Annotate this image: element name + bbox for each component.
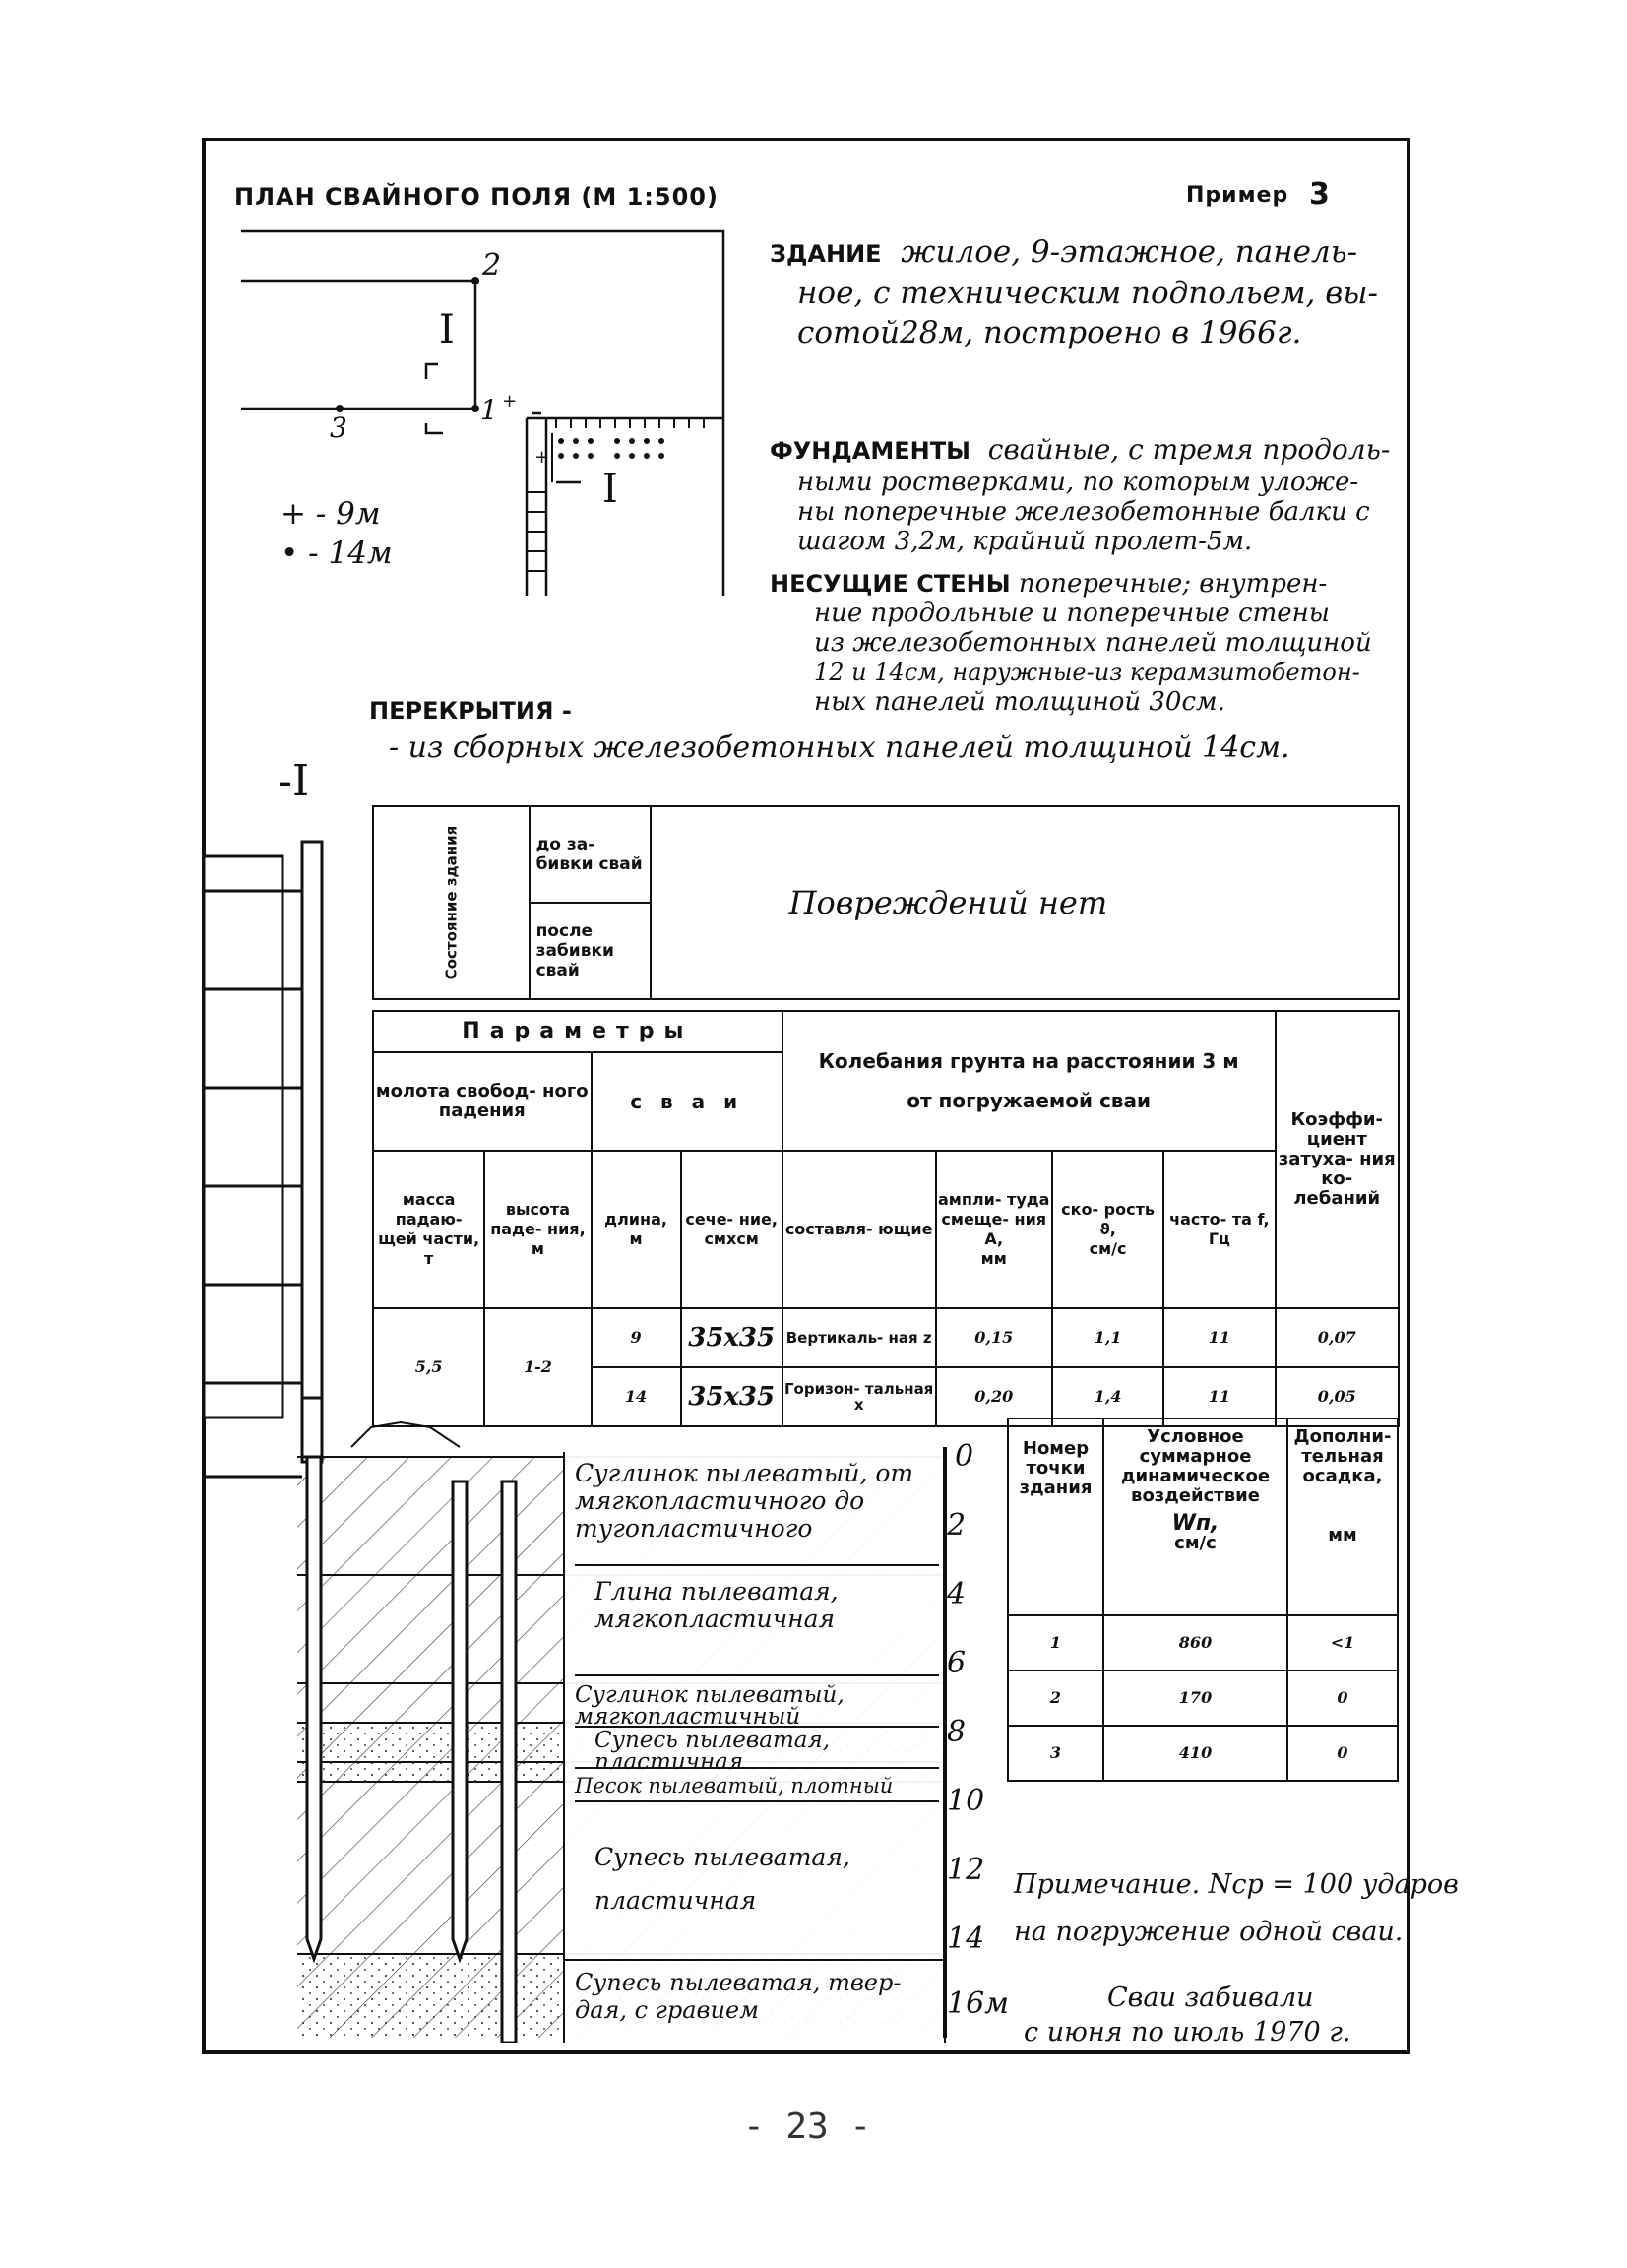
cell-mass: 5,5 xyxy=(373,1308,484,1426)
building-line-3: сотой28м, построено в 1966г. xyxy=(797,315,1302,350)
foundations-label: ФУНДАМЕНТЫ xyxy=(770,437,970,465)
note-line-1: Примечание. Nср = 100 ударов xyxy=(1014,1869,1459,1900)
foundations-line-4: шагом 3,2м, крайний пролет-5м. xyxy=(797,527,1253,556)
impact-point: 1 xyxy=(1008,1615,1103,1670)
page-number: - 23 - xyxy=(743,2107,872,2147)
condition-before-label: до за- бивки свай xyxy=(530,806,651,903)
params-table xyxy=(372,1010,1400,1427)
walls-line-5: ных панелей толщиной 30см. xyxy=(814,687,1225,717)
impact-col1-header: Номер точки здания xyxy=(1008,1418,1103,1615)
foundations-line-1: свайные, с тремя продоль- xyxy=(987,433,1391,466)
cell-length: 9 xyxy=(592,1308,681,1367)
col-length-name: длина, xyxy=(604,1210,667,1228)
impact-value: 170 xyxy=(1103,1670,1287,1726)
cell-amplitude: 0,20 xyxy=(936,1367,1052,1426)
condition-table xyxy=(372,805,1400,1000)
impact-col3-unit: мм xyxy=(1328,1525,1357,1545)
impact-value: 410 xyxy=(1103,1726,1287,1781)
plan-section-mark-right: I xyxy=(602,467,618,512)
col-velocity-unit: см/с xyxy=(1089,1239,1127,1258)
soil-layer: Глина пылеватая, мягкопластичная xyxy=(575,1578,939,1676)
impact-settlement: 0 xyxy=(1287,1726,1398,1781)
section-label: -I xyxy=(278,756,310,806)
foundations-line-2: ными ростверками, по которым уложе- xyxy=(797,468,1359,497)
walls-line-1: поперечные; внутрен- xyxy=(1018,569,1328,598)
soil-layer: Супесь пылеватая, пластичная xyxy=(594,1843,850,1915)
condition-value: Повреждений нет xyxy=(651,806,1399,999)
col-frequency-unit: Гц xyxy=(1208,1229,1230,1248)
impact-row xyxy=(1008,1615,1398,1670)
depth-mark: 14 xyxy=(947,1922,985,1956)
impact-settlement: 0 xyxy=(1287,1670,1398,1726)
impact-row xyxy=(1008,1670,1398,1726)
cell-amplitude: 0,15 xyxy=(936,1308,1052,1367)
col-mass-name: масса падаю- щей части, xyxy=(378,1190,480,1248)
walls-label: НЕСУЩИЕ СТЕНЫ xyxy=(770,570,1011,598)
walls-line-2: ние продольные и поперечные стены xyxy=(814,598,1330,628)
plan-legend-14m: • - 14м xyxy=(281,536,393,571)
note-line-3: Сваи забивали xyxy=(1107,1983,1314,2013)
cell-component: Вертикаль- ная z xyxy=(782,1308,936,1367)
condition-after-label: после забивки свай xyxy=(530,903,651,999)
soil-layer: Суглинок пылеватый, мягкопластичный xyxy=(575,1684,939,1728)
col-section-unit: смхсм xyxy=(704,1229,759,1248)
building-label: ЗДАНИЕ xyxy=(770,240,882,268)
plan-point-1: 1 xyxy=(480,394,498,426)
col-section-name: сече- ние, xyxy=(685,1210,778,1228)
col-length-unit: м xyxy=(629,1229,643,1248)
note-line-4: с июня по июль 1970 г. xyxy=(1024,2017,1351,2048)
svg-text:+: + xyxy=(502,391,518,411)
plan-legend-9m: + - 9м xyxy=(281,496,381,532)
cell-frequency: 11 xyxy=(1163,1308,1275,1367)
cell-component: Горизон- тальная x xyxy=(782,1367,936,1426)
cell-damping: 0,05 xyxy=(1276,1367,1400,1426)
impact-col2-unit: см/с xyxy=(1174,1533,1217,1553)
params-row-1 xyxy=(373,1308,1399,1367)
cell-velocity: 1,4 xyxy=(1052,1367,1163,1426)
cell-section: 35x35 xyxy=(681,1308,782,1367)
soil-layer: Суглинок пылеватый, от мягкопластичного до тугопластичного xyxy=(575,1460,939,1566)
impact-col2-symbol: Wп, xyxy=(1171,1511,1220,1536)
soil-layer: Супесь пылеватая, твер- дая, с гравием xyxy=(575,1969,902,2024)
example-number: 3 xyxy=(1309,177,1330,212)
impact-point: 3 xyxy=(1008,1726,1103,1781)
cell-velocity: 1,1 xyxy=(1052,1308,1163,1367)
walls-description xyxy=(770,569,1400,717)
col-amplitude-unit: мм xyxy=(980,1249,1007,1268)
depth-mark: 2 xyxy=(947,1508,967,1543)
col-mass-unit: т xyxy=(424,1249,434,1268)
floors-line: - из сборных железобетонных панелей толщиной 14см. xyxy=(389,730,1290,765)
params-header: Параметры xyxy=(373,1011,782,1052)
plan-title: ПЛАН СВАЙНОГО ПОЛЯ (М 1:500) xyxy=(234,183,719,211)
svg-text:+: + xyxy=(534,447,550,468)
col-frequency-name: часто- та f, xyxy=(1169,1210,1270,1228)
impact-table xyxy=(1007,1418,1399,1782)
walls-line-3: из железобетонных панелей толщиной xyxy=(814,628,1372,658)
depth-mark: 12 xyxy=(947,1853,985,1887)
plan-point-2: 2 xyxy=(482,248,502,283)
building-line-1: жилое, 9-этажное, панель- xyxy=(901,234,1358,270)
depth-mark: 0 xyxy=(955,1439,974,1474)
depth-mark: 8 xyxy=(947,1715,967,1749)
col-height-unit: м xyxy=(531,1239,544,1258)
impact-row xyxy=(1008,1726,1398,1781)
impact-point: 2 xyxy=(1008,1670,1103,1726)
damping-header: Коэффи- циент затуха- ния ко- лебаний xyxy=(1276,1011,1400,1308)
depth-mark: 16м xyxy=(947,1986,1010,2021)
soil-layer: Песок пылеватый, плотный xyxy=(575,1773,939,1802)
walls-line-4: 12 и 14см, наружные-из керамзитобетон- xyxy=(814,659,1360,686)
hammer-header: молота свобод- ного падения xyxy=(373,1052,592,1151)
impact-settlement: <1 xyxy=(1287,1615,1398,1670)
soil-layer-divider xyxy=(565,1959,944,1961)
cell-damping: 0,07 xyxy=(1276,1308,1400,1367)
depth-mark: 10 xyxy=(947,1784,985,1818)
cell-section: 35x35 xyxy=(681,1367,782,1426)
soil-layer: Супесь пылеватая, пластичная xyxy=(575,1730,939,1769)
piles-header: с в а и xyxy=(592,1052,782,1151)
floors-label: ПЕРЕКРЫТИЯ - xyxy=(369,697,572,724)
building-line-2: ное, с техническим подпольем, вы- xyxy=(797,276,1379,311)
depth-mark: 6 xyxy=(947,1646,967,1680)
cell-length: 14 xyxy=(592,1367,681,1426)
cell-frequency: 11 xyxy=(1163,1367,1275,1426)
plan-section-mark-top: I xyxy=(439,307,455,352)
note-line-2: на погружение одной сваи. xyxy=(1014,1917,1404,1947)
building-description xyxy=(770,232,1400,352)
impact-col2-header: Условное суммарное динамическое воздействие xyxy=(1120,1426,1271,1506)
vibration-header: Колебания грунта на расстоянии 3 м от погружаемой сваи xyxy=(782,1011,1276,1151)
condition-side-label: Состояние здания xyxy=(442,825,461,980)
example-label: Пример xyxy=(1186,183,1289,208)
impact-value: 860 xyxy=(1103,1615,1287,1670)
foundations-line-3: ны поперечные железобетонные балки с xyxy=(797,497,1370,527)
col-component-name: составля- ющие xyxy=(784,1220,933,1238)
impact-col3-header: Дополни- тельная осадка, xyxy=(1293,1426,1392,1486)
cell-height: 1-2 xyxy=(484,1308,591,1426)
plan-point-3: 3 xyxy=(330,411,347,444)
soil-legend xyxy=(563,1452,946,2043)
depth-mark: 4 xyxy=(947,1577,967,1611)
col-velocity-name: ско- рость ϑ, xyxy=(1061,1200,1155,1238)
foundations-description xyxy=(770,433,1400,556)
col-height-name: высота паде- ния, xyxy=(490,1200,586,1238)
col-amplitude-name: ампли- туда смеще- ния A, xyxy=(937,1190,1050,1248)
